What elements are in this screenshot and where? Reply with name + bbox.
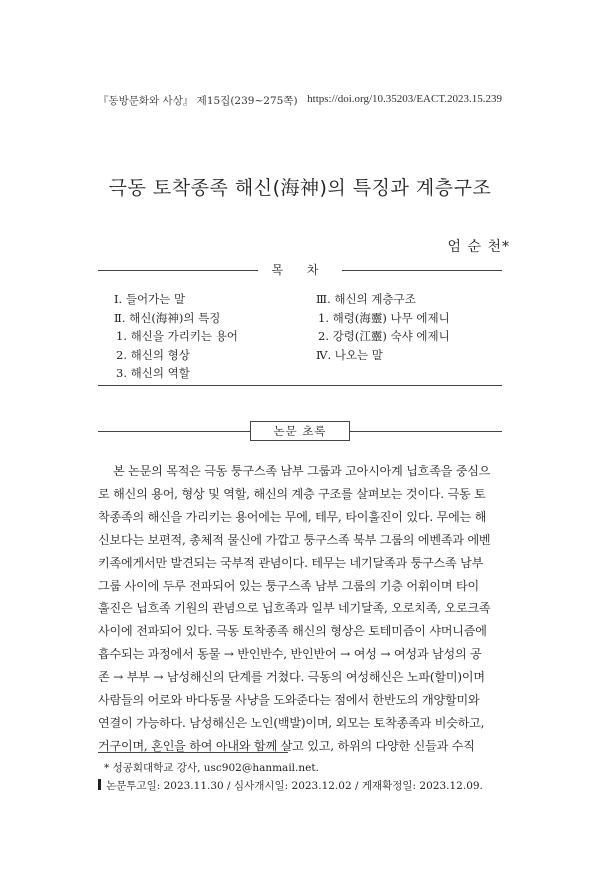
journal-citation: 『동방문화와 사상』 제15집(239~275쪽) bbox=[98, 95, 298, 107]
submission-dates-footnote bbox=[98, 778, 483, 794]
abstract-line: 거구이며, 혼인을 하여 아내와 함께 살고 있고, 하위의 다양한 신들과 수직 bbox=[98, 738, 475, 753]
toc-subitem: 1. 해령(海靈) 나무 에제니 bbox=[318, 310, 450, 325]
toc-subitem: 3. 해신의 역할 bbox=[116, 366, 190, 380]
submission-dates-text: 논문투고일: 2023.11.30 / 심사개시일: 2023.12.02 / 게재확정일: 2023.12.09. bbox=[106, 780, 483, 792]
toc-subitem: 1. 해신을 가리키는 용어 bbox=[116, 329, 238, 343]
abstract-line: 연결이 가능하다. 남성해신은 노인(백발)이며, 외모는 토착종족과 비슷하고, bbox=[98, 715, 485, 730]
abstract-rule-left bbox=[98, 431, 250, 432]
author-name: 엄 순 천* bbox=[447, 239, 510, 255]
abstract-line: 로 해신의 용어, 형상 및 역할, 해신의 계층 구조를 살펴보는 것이다. 극동 토 bbox=[98, 486, 486, 501]
abstract-line: 신보다는 보편적, 총체적 물신에 가깝고 퉁구스족 북부 그룹의 에벤족과 에벤 bbox=[98, 532, 491, 547]
abstract-rule-right bbox=[350, 431, 502, 432]
author-affiliation-footnote: * 성공회대학교 강사, usc902@hanmail.net. bbox=[104, 762, 319, 774]
paper-title: 극동 토착종족 해신(海神)의 특징과 계층구조 bbox=[108, 177, 492, 199]
running-header bbox=[98, 93, 502, 109]
abstract-heading bbox=[98, 421, 502, 441]
toc-rule-bottom bbox=[98, 385, 502, 386]
abstract-line: 사람들의 어로와 바다동물 사냥을 도와준다는 점에서 한반도의 개양할미와 bbox=[98, 693, 480, 708]
abstract-heading-label: 논문 초록 bbox=[250, 421, 350, 441]
table-of-contents bbox=[98, 263, 502, 386]
abstract-line: 사이에 전파되어 있다. 극동 토착종족 해신의 형상은 토테미즘이 샤머니즘에 bbox=[98, 624, 487, 639]
toc-item: Ⅰ. 들어가는 말 bbox=[114, 292, 186, 306]
toc-column-left bbox=[114, 290, 238, 383]
abstract-line: 본 논문의 목적은 극동 퉁구스족 남부 그룹과 고아시아계 닙흐족을 중심으 bbox=[113, 464, 491, 478]
abstract-line: 존 → 부부 → 남성해신의 단계를 거쳤다. 극동의 여성해신은 노파(할미)이며 bbox=[98, 670, 485, 685]
abstract-line: 흡수되는 과정에서 동물 → 반인반수, 반인반어 → 여성 → 여성과 남성의 공 bbox=[98, 647, 482, 662]
toc-item: Ⅳ. 나오는 말 bbox=[316, 347, 383, 362]
toc-column-right bbox=[316, 290, 450, 364]
toc-subitem: 2. 강령(江靈) 숙샤 에제니 bbox=[318, 329, 450, 343]
abstract-line: 키족에게서만 발견되는 국부적 관념이다. 테무는 네기달족과 퉁구스족 남부 bbox=[98, 555, 484, 570]
footnote-rule bbox=[98, 752, 288, 753]
abstract-line: 착종족의 해신을 가리키는 용어에는 무에, 테무, 타이훌진이 있다. 무에는 해 bbox=[98, 509, 487, 524]
abstract-line: 훌진은 닙흐족 기원의 관념으로 닙흐족과 일부 네기달족, 오로치족, 오로크족 bbox=[98, 601, 491, 616]
toc-item: Ⅲ. 해신의 계층구조 bbox=[316, 292, 416, 306]
abstract-body bbox=[98, 460, 508, 758]
abstract-line: 그룹 사이에 두루 전파되어 있는 퉁구스족 남부 그룹의 기층 어휘이며 타이 bbox=[98, 578, 479, 593]
footnote-bar-marker bbox=[98, 779, 101, 790]
toc-subitem: 2. 해신의 형상 bbox=[116, 347, 190, 362]
doi-link[interactable]: https://doi.org/10.35203/EACT.2023.15.239 bbox=[307, 93, 502, 105]
toc-item: Ⅱ. 해신(海神)의 특징 bbox=[114, 310, 221, 325]
toc-title: 목 차 bbox=[271, 263, 329, 277]
